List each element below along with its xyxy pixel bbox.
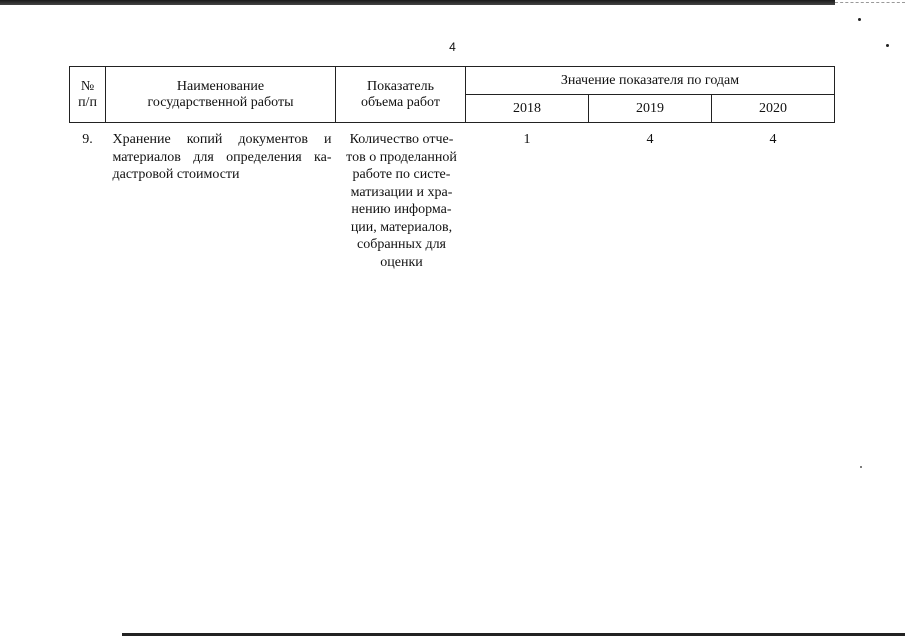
header-year-2020: 2020 [712,95,835,123]
header-work-name: Наименование государственной работы [106,67,336,123]
header-values-by-year: Значение показателя по годам [466,67,835,95]
state-work-table [69,66,835,271]
header-year-2018: 2018 [466,95,589,123]
header-indicator: Показатель объема работ [336,67,466,123]
row-number: 9. [82,132,93,147]
scan-speck [860,466,862,468]
scan-top-edge-faint [835,2,905,4]
row-value-2019: 4 [646,132,654,147]
scan-top-edge [0,0,835,5]
row-value-2020: 4 [769,132,777,147]
scan-speck [858,18,861,21]
table-row [70,123,835,272]
row-value-2018: 1 [523,132,531,147]
page-number: 4 [449,40,456,54]
header-year-2019: 2019 [589,95,712,123]
header-number: № п/п [70,67,106,123]
row-indicator: Количество отче- тов о проделанной работе по систе- матизации и хра- нению информа- ции, материалов, собранных для оценки [346,132,457,270]
row-work-name: Хранение копий документов и материалов для определения ка-дастровой стоимости [112,132,332,182]
scan-bottom-edge [122,633,905,636]
